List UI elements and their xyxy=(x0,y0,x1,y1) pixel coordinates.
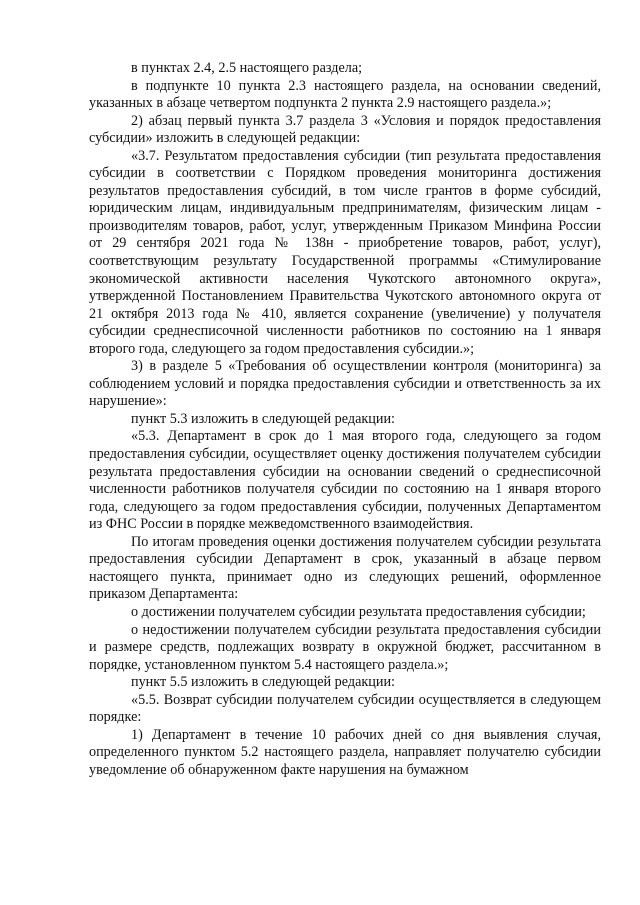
paragraph-2: в подпункте 10 пункта 2.3 настоящего раздела, на основании сведений, указанных в абзаце четвертом подпункта 2 пункта 2.9 настоящего раздела.»; xyxy=(89,77,601,112)
paragraph-4: «3.7. Результатом предоставления субсидии (тип результата предоставления субсидии в соответствии с Порядком проведения мониторинга достижения результатов предоставления субсидий, в том числе грантов в форме субсидий, юридическим лицам, индивидуальным предпринимателям, физическим лицам - производителям товаров, работ, услуг, утвержденным Приказом Минфина России от 29 сентября 2021 года № 138н - приобретение товаров, работ, услуг), соответствующим результату Государственной программы «Стимулирование экономической активности населения Чукотского автономного округа», утвержденной Постановлением Правительства Чукотского автономного округа от 21 октября 2013 года № 410, является сохранение (увеличение) у получателя субсидии среднесписочной численности работников по состоянию на 1 января второго года, следующего за годом предоставления субсидии.»; xyxy=(89,147,601,357)
paragraph-7: «5.3. Департамент в срок до 1 мая второго года, следующего за годом предоставления субсидии, осуществляет оценку достижения получателем субсидии результата предоставления субсидии на основании сведений о среднесписочной численности работников получателя субсидии по состоянию на 1 января второго года, следующего за годом предоставления субсидии, полученных Департаментом из ФНС России в порядке межведомственного взаимодействия. xyxy=(89,428,601,533)
paragraph-3: 2) абзац первый пункта 3.7 раздела 3 «Условия и порядок предоставления субсидии» изложить в следующей редакции: xyxy=(89,112,601,147)
paragraph-10: о недостижении получателем субсидии результата предоставления субсидии и размере средств, подлежащих возврату в окружной бюджет, рассчитанном в порядке, установленном пунктом 5.4 настоящего раздела.»; xyxy=(89,621,601,673)
paragraph-13: 1) Департамент в течение 10 рабочих дней со дня выявления случая, определенного пунктом 5.2 настоящего раздела, направляет получателю субсидии уведомление об обнаруженном факте нарушения на бумажном xyxy=(89,726,601,778)
paragraph-1: в пунктах 2.4, 2.5 настоящего раздела; xyxy=(131,60,363,76)
paragraph-8: По итогам проведения оценки достижения получателем субсидии результата предоставления субсидии Департамент в срок, указанный в абзаце первом настоящего пункта, принимает одно из следующих решений, оформленное приказом Департамента: xyxy=(89,533,601,603)
paragraph-6: пункт 5.3 изложить в следующей редакции: xyxy=(131,410,395,427)
document-body xyxy=(89,60,601,779)
paragraph-9: о достижении получателем субсидии результата предоставления субсидии; xyxy=(131,603,586,620)
paragraph-12: «5.5. Возврат субсидии получателем субсидии осуществляется в следующем порядке: xyxy=(89,691,601,726)
paragraph-5: 3) в разделе 5 «Требования об осуществлении контроля (мониторинга) за соблюдением условий и порядка предоставления субсидии и ответственность за их нарушение»: xyxy=(89,358,601,410)
paragraph-11: пункт 5.5 изложить в следующей редакции: xyxy=(131,674,395,691)
